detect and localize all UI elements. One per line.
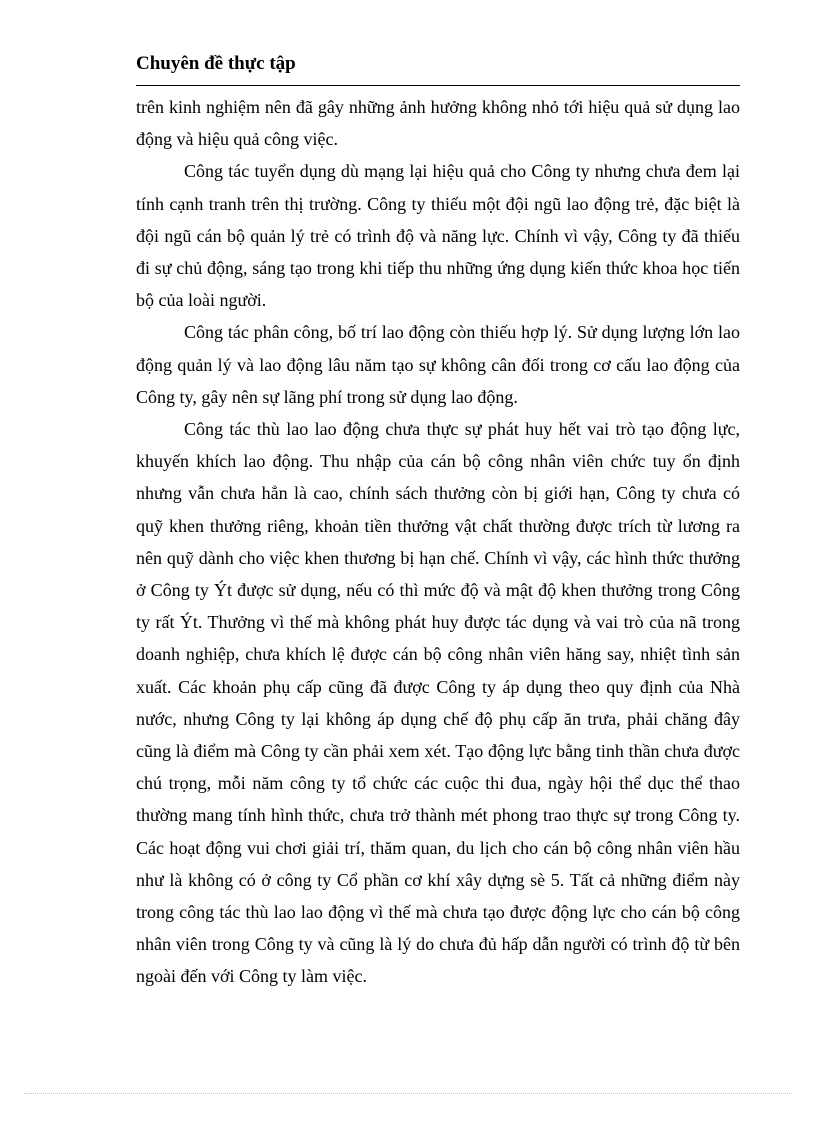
paragraph-allocation: Công tác phân công, bố trí lao động còn thiếu hợp lý. Sử dụng lượng lớn lao động quản lý và lao động lâu năm tạo sự không cân đối trong cơ cấu lao động của Công ty, gây nên sự lãng phí trong sử dụng lao động. (136, 322, 740, 407)
body-text (136, 91, 740, 993)
header-divider (136, 85, 740, 86)
paragraph-continuation: trên kinh nghiệm nên đã gây những ảnh hưởng không nhỏ tới hiệu quả sử dụng lao động và hiệu quả công việc. (136, 97, 740, 150)
paragraph-compensation: Công tác thù lao lao động chưa thực sự phát huy hết vai trò tạo động lực, khuyến khích lao động. Thu nhập của cán bộ công nhân viên chức tuy ổn định nhưng vẫn chưa hẳn là cao, chính sách thưởng còn bị giới hạn, Công ty chưa có quỹ khen thưởng riêng, khoản tiền thưởng vật chất thường được trích từ lương ra nên quỹ dành cho việc khen thương bị hạn chế. Chính vì vậy, các hình thức thưởng ở Công ty Ýt được sử dụng, nếu có thì mức độ và mật độ khen thưởng trong Công ty rất Ýt. Thưởng vì thế mà không phát huy được tác dụng và vai trò của nã trong doanh nghiệp, chưa khích lệ được cán bộ công nhân viên hăng say, nhiệt tình sản xuất. Các khoản phụ cấp cũng đã được Công ty áp dụng theo quy định của Nhà nước, nhưng Công ty lại không áp dụng chế độ phụ cấp ăn trưa, phải chăng đây cũng là điểm mà Công ty cần phải xem xét. Tạo động lực bằng tinh thần chưa được chú trọng, mỗi năm công ty tổ chức các cuộc thi đua, ngày hội thể dục thể thao thường mang tính hình thức, chưa trở thành mét phong trao thực sự trong Công ty. Các hoạt động vui chơi giải trí, thăm quan, du lịch cho cán bộ công nhân viên hầu như là không có ở công ty Cổ phần cơ khí xây dựng sè 5. Tất cả những điểm này trong công tác thù lao lao động vì thế mà chưa tạo được động lực cho cán bộ công nhân viên trong Công ty và cũng là lý do chưa đủ hấp dẫn người có trình độ từ bên ngoài đến với Công ty làm việc. (136, 419, 740, 987)
paragraph-recruitment: Công tác tuyển dụng dù mạng lại hiệu quả cho Công ty nhưng chưa đem lại tính cạnh tranh trên thị trường. Công ty thiếu một đội ngũ lao động trẻ, đặc biệt là đội ngũ cán bộ quản lý trẻ có trình độ và năng lực. Chính vì vậy, Công ty đã thiếu đi sự chủ động, sáng tạo trong khi tiếp thu những ứng dụng kiến thức khoa học tiến bộ của loài người. (136, 161, 740, 311)
page-header-title: Chuyên đề thực tập (136, 53, 296, 74)
page-bottom-border (24, 1093, 792, 1094)
